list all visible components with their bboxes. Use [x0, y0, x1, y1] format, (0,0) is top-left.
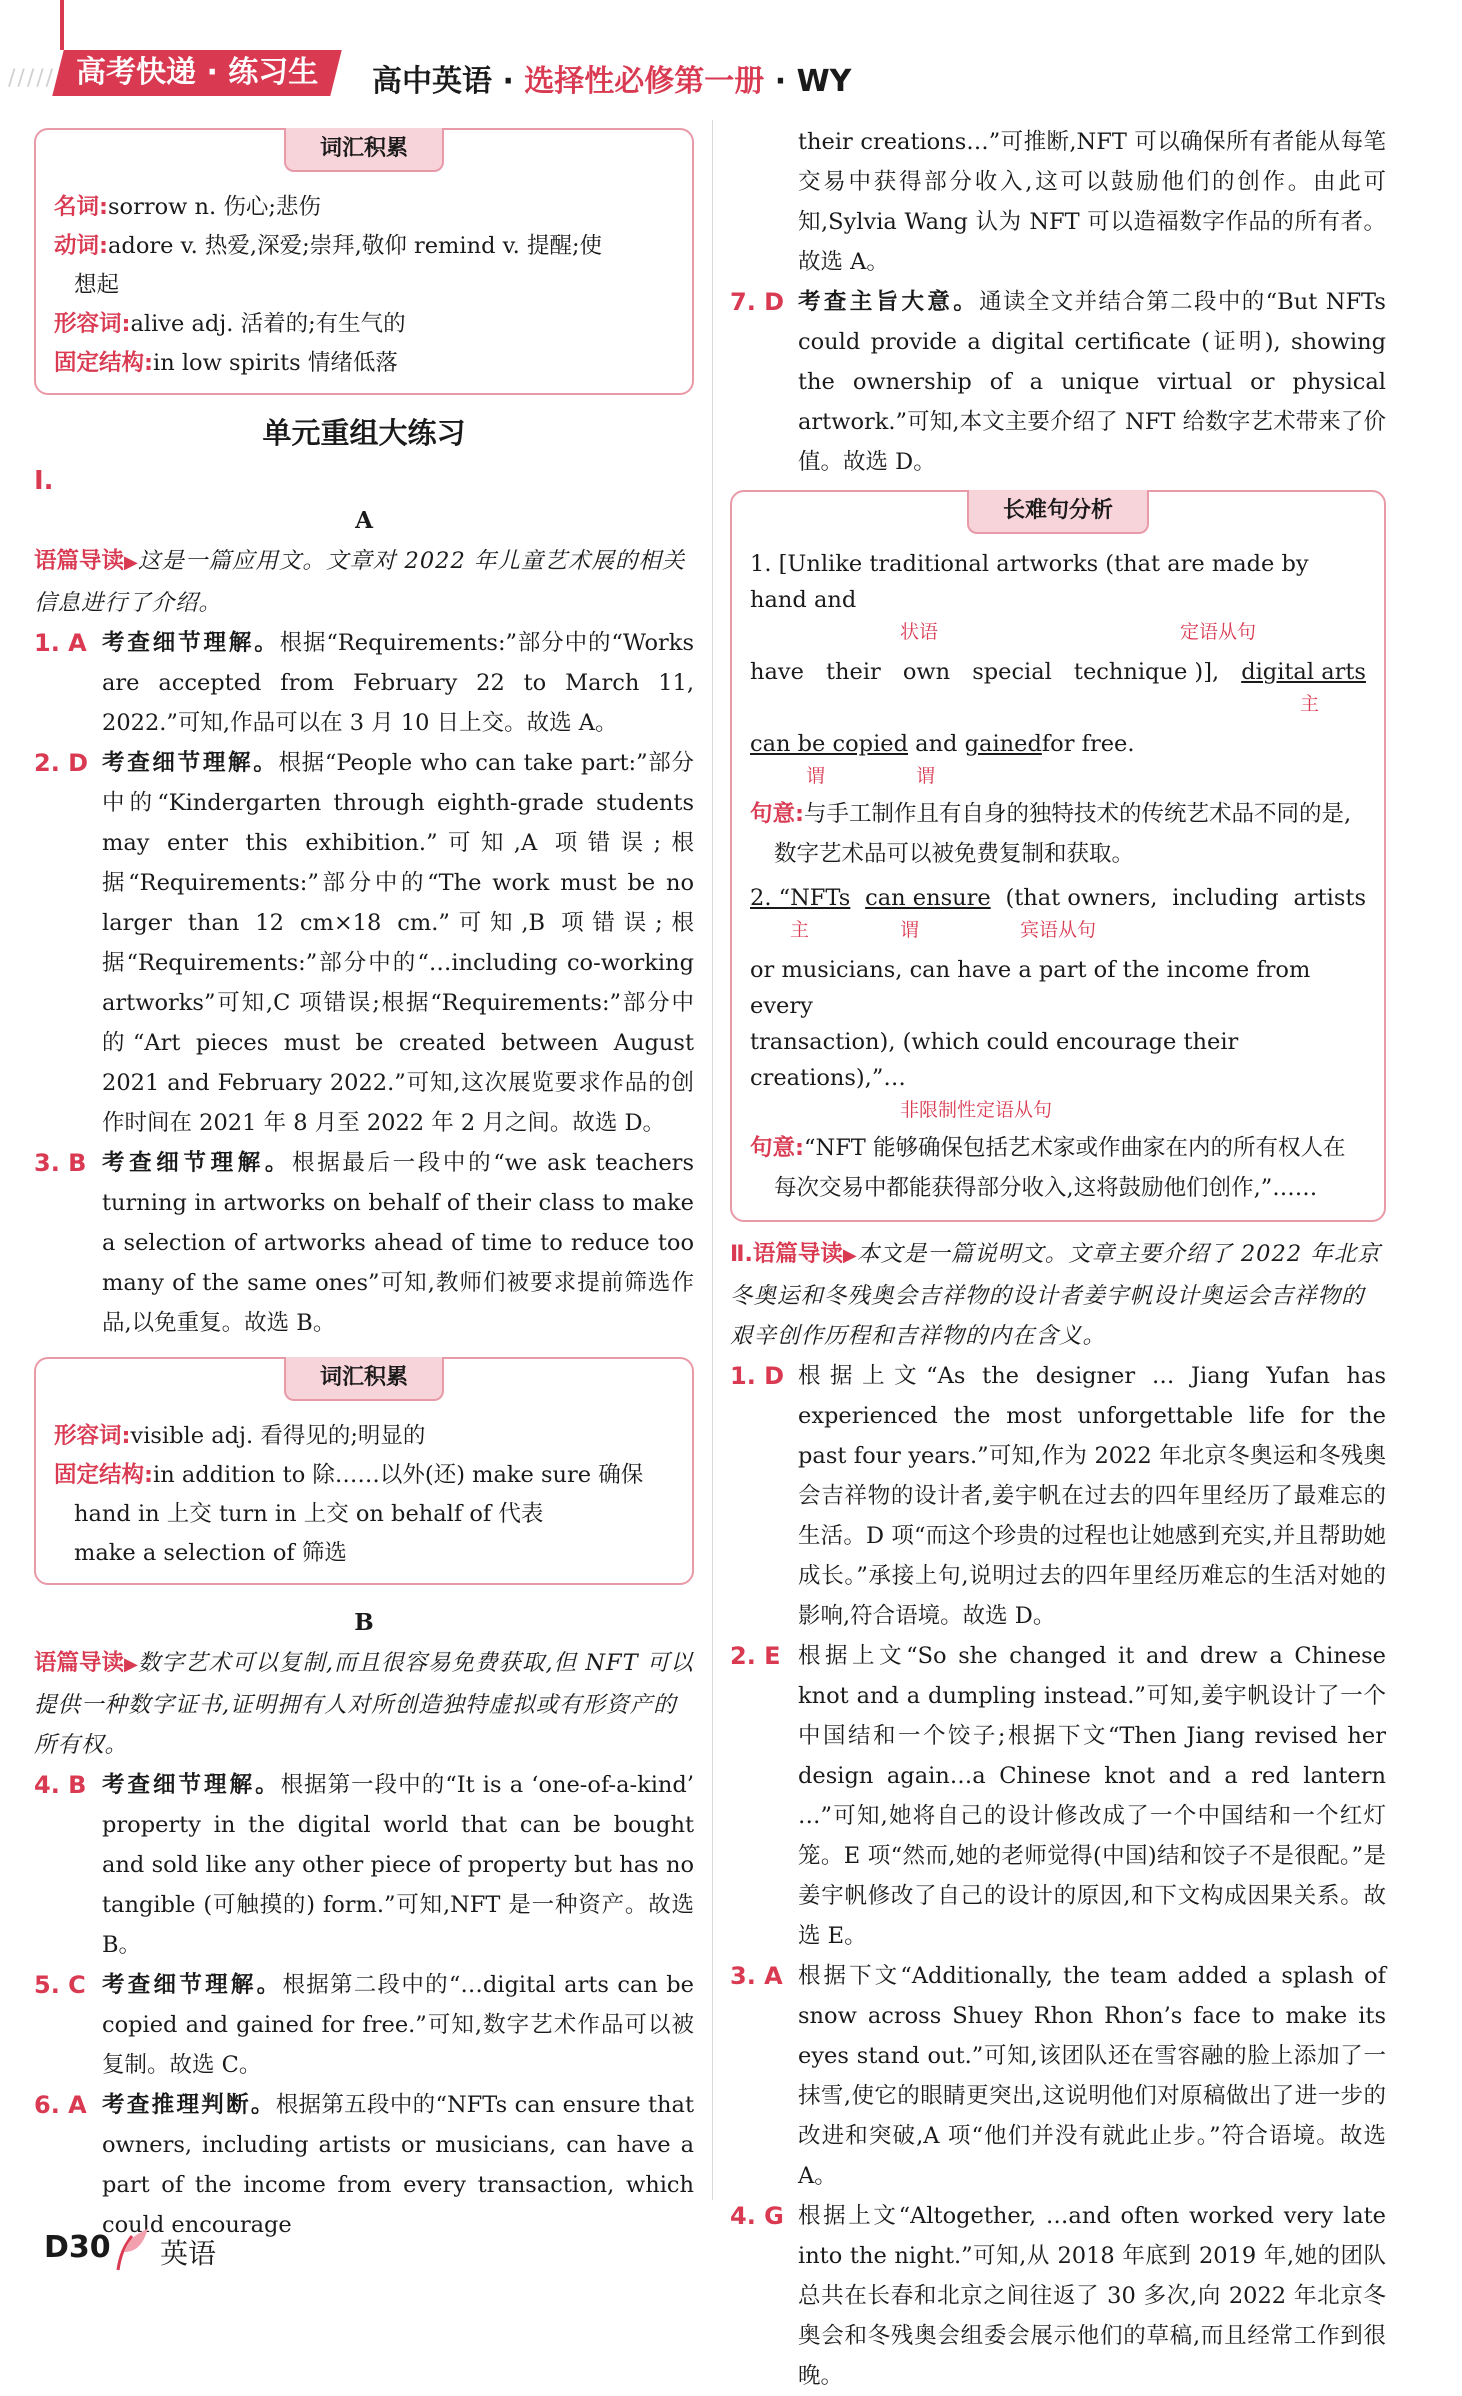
passage-guide	[730, 1234, 1386, 1356]
answer-kind: 考查细节理解。	[102, 1772, 281, 1798]
section-title: 单元重组大练习	[262, 416, 466, 450]
sentence-meaning: 句意:与手工制作且有自身的独特技术的传统艺术品不同的是,数字艺术品可以被免费复制和获取。	[750, 801, 1352, 867]
grammar-annotation-row: 主	[1300, 693, 1320, 715]
passage-letter: B	[354, 1609, 374, 1636]
leaf-icon	[110, 2226, 150, 2272]
answer-text: 根据“Requirements:”部分中的“Works are accepted from February 22 to March 11, 2022.”可知,作品可以在 3 月 10 日上交。故选 A。	[102, 630, 694, 736]
passage-guide	[34, 1643, 694, 1765]
answer-item	[34, 743, 694, 1143]
answer-text: 根据最后一段中的“we ask teachers turning in artworks on behalf of their class to make a selection of artworks ahead of time to reduce too many of the same ones”可知,教师们被要求提前筛选作品,以免重复。故选 B。	[102, 1150, 694, 1336]
answer-number: 6. A	[34, 2091, 87, 2119]
sentence-line: 1. [Unlike traditional artworks (that are made by hand and	[750, 551, 1309, 613]
answer-item	[34, 1765, 694, 1965]
header-stripes: /////	[8, 66, 56, 91]
answer-number: 5. C	[34, 1971, 86, 1999]
answer-kind: 考查主旨大意。	[798, 289, 980, 315]
sentence-line: have their own special technique )], digital arts	[750, 659, 1366, 685]
answer-kind: 考查推理判断。	[102, 2092, 276, 2118]
guide-text: 这是一篇应用文。文章对 2022 年儿童艺术展的相关信息进行了介绍。	[34, 548, 686, 616]
vocab-box-title: 词汇积累	[284, 1357, 444, 1401]
answer-kind: 考查细节理解。	[102, 1972, 283, 1998]
passage-letter: A	[355, 507, 373, 534]
answer-item	[34, 1965, 694, 2085]
answer-text: 根据第一段中的“It is a ‘one-of-a-kind’ property in the digital world that can be bought and sold like any other piece of property but has no tangible (可触摸的) form.”可知,NFT 是一种资产。故选 B。	[102, 1772, 694, 1958]
answer-item	[730, 1636, 1386, 1956]
brand-badge	[52, 50, 342, 96]
vocab-row: 形容词:alive adj. 活着的;有生气的	[54, 311, 406, 337]
answer-text: 根据“People who can take part:”部分中的“Kindergarten through eighth-grade students may enter this exhibition.”可知,A 项错误;根据“Requirements:”部分中的“The work must be no larger than 12 cm×18 cm.”可知,B 项错误;根据“Requirements:”部分中的“…including co-working artworks”可知,C 项错误;根据“Requirements:”部分中的“Art pieces must be created between August 2021 and February 2022.”可知,这次展览要求作品的创作时间在 2021 年 8 月至 2022 年 2 月之间。故选 D。	[102, 750, 694, 1136]
play-icon: ▶	[842, 1245, 857, 1266]
answer-item	[730, 1356, 1386, 1636]
guide-text: 数字艺术可以复制,而且很容易免费获取,但 NFT 可以提供一种数字证书,证明拥有人对所创造独特虚拟或有形资产的所有权。	[34, 1650, 694, 1758]
grammar-annotation-row: 状语 定语从句	[900, 621, 1257, 643]
answer-kind: 考查细节理解。	[102, 750, 279, 776]
vocab-row: 动词:adore v. 热爱,深爱;崇拜,敬仰 remind v. 提醒;使	[54, 233, 603, 259]
answer-text: 根据下文“Additionally, the team added a splash of snow across Shuey Rhon Rhon’s face to make its eyes stand out.”可知,该团队还在雪容融的脸上添加了一抹雪,使它的眼睛更突出,这说明他们对原稿做出了进一步的改进和突破,A 项“他们并没有就此止步。”符合语境。故选 A。	[798, 1963, 1386, 2189]
grammar-annotation-row: 非限制性定语从句	[900, 1099, 1053, 1121]
answer-item	[34, 623, 694, 743]
sentence-line: 2. “NFTs can ensure (that owners, including artists	[750, 885, 1366, 911]
answer-kind: 考查细节理解。	[102, 630, 280, 656]
answer-number: 1. D	[730, 1362, 785, 1390]
answer-item	[34, 1143, 694, 1343]
sentence-line: can be copied and gained for free.	[750, 731, 1135, 757]
answer-item	[730, 2196, 1386, 2396]
play-icon: ▶	[124, 552, 138, 573]
vocab-row: 名词:sorrow n. 伤心;悲伤	[54, 194, 321, 220]
sentence-analysis-box	[730, 490, 1386, 1222]
header-accent-line	[60, 0, 64, 50]
page-footer	[44, 2226, 444, 2276]
answer-item	[730, 282, 1386, 482]
answer-number: 2. D	[34, 749, 89, 777]
vocab-row: make a selection of 筛选	[74, 1540, 347, 1566]
vocab-row: hand in 上交 turn in 上交 on behalf of 代表	[74, 1501, 544, 1527]
left-column	[34, 128, 694, 2245]
vocab-box-title: 词汇积累	[284, 128, 444, 172]
brand-text: 高考快递 · 练习生	[76, 55, 319, 90]
sentence-box-title: 长难句分析	[967, 490, 1149, 534]
vocab-row: 形容词:visible adj. 看得见的;明显的	[54, 1423, 426, 1449]
answer-text: 根据上文“As the designer … Jiang Yufan has experienced the most unforgettable life for the past four years.”可知,作为 2022 年北京冬奥运和冬残奥会吉祥物的设计者,姜宇帆在过去的四年里经历了最难忘的生活。D 项“而这个珍贵的过程也让她感到充实,并且帮助她成长。”承接上句,说明过去的四年里经历难忘的生活对她的影响,符合语境。故选 D。	[798, 1363, 1386, 1629]
answer-text: 根据上文“So she changed it and drew a Chinese knot and a dumpling instead.”可知,姜宇帆设计了一个中国结和一个饺子;根据下文“Then Jiang revised her design again…a Chinese knot and a red lantern …”可知,她将自己的设计修改成了一个中国结和一个红灯笼。E 项“然而,她的老师觉得(中国)结和饺子不是很配。”是姜宇帆修改了自己的设计的原因,和下文构成因果关系。故选 E。	[798, 1643, 1386, 1949]
answer-number: 4. B	[34, 1771, 87, 1799]
vocab-row: 固定结构:in addition to 除……以外(还) make sure 确保	[54, 1462, 644, 1488]
answer-text: 根据第二段中的“…digital arts can be copied and gained for free.”可知,数字艺术作品可以被复制。故选 C。	[102, 1972, 694, 2078]
page-number: D30	[44, 2230, 111, 2265]
grammar-annotation-row: 主 谓 宾语从句	[790, 919, 1097, 941]
guide-label: 语篇导读	[34, 1650, 125, 1676]
answer-number: 3. A	[730, 1962, 783, 1990]
answer-number: 2. E	[730, 1642, 781, 1670]
footer-subject: 英语	[160, 2237, 217, 2270]
answer-text: 根据上文“Altogether, …and often worked very late into the night.”可知,从 2018 年底到 2019 年,她的团队总共在长春和北京之间往返了 30 多次,向 2022 年北京冬奥会和冬残奥会组委会展示他们的草稿,而且经常工作到很晚。	[798, 2203, 1386, 2389]
vocab-box-2	[34, 1357, 694, 1585]
answer-kind: 考查细节理解。	[102, 1150, 293, 1176]
part-numeral: Ⅰ.	[34, 466, 54, 496]
passage-guide	[34, 541, 694, 623]
right-column	[730, 122, 1386, 2396]
sentence-line: transaction), (which could encourage their creations),”…	[750, 1029, 1239, 1091]
answer-number: 7. D	[730, 288, 785, 316]
answer-item	[34, 2085, 694, 2245]
vocab-box-1	[34, 128, 694, 395]
answer-item	[730, 1956, 1386, 2196]
vocab-row: 固定结构:in low spirits 情绪低落	[54, 350, 398, 376]
sentence-line: or musicians, can have a part of the income from every	[750, 957, 1311, 1019]
page-header	[0, 40, 1462, 100]
guide-label: 语篇导读	[34, 548, 125, 574]
column-divider	[712, 120, 713, 2200]
answer-text: 根据第五段中的“NFTs can ensure that owners, including artists or musicians, can have a part of the income from every transaction, which could encourage	[102, 2092, 694, 2238]
grammar-annotation-row: 谓 谓	[806, 765, 936, 787]
part-numeral: Ⅱ.	[730, 1242, 753, 1267]
answer-number: 4. G	[730, 2202, 784, 2230]
play-icon: ▶	[124, 1654, 138, 1675]
vocab-row: 想起	[74, 272, 120, 298]
answer-text: 通读全文并结合第二段中的“But NFTs could provide a digital certificate (证明), showing the ownership of a unique virtual or physical artwork.”可知,本文主要介绍了 NFT 给数字艺术带来了价值。故选 D。	[798, 289, 1386, 475]
guide-label: 语篇导读	[752, 1241, 843, 1267]
book-subject: 高中英语 · 选择性必修第一册 · WY	[372, 64, 852, 99]
answer-number: 1. A	[34, 629, 87, 657]
sentence-meaning: 句意:“NFT 能够确保包括艺术家或作曲家在内的所有权人在每次交易中都能获得部分收入,这将鼓励他们创作,”……	[750, 1135, 1346, 1201]
answer-number: 3. B	[34, 1149, 87, 1177]
guide-text: 本文是一篇说明文。文章主要介绍了 2022 年北京冬奥运和冬残奥会吉祥物的设计者姜宇帆设计奥运会吉祥物的艰辛创作历程和吉祥物的内在含义。	[730, 1241, 1381, 1349]
answer-continuation: their creations…”可推断,NFT 可以确保所有者能从每笔交易中获得部分收入,这可以鼓励他们的创作。由此可知,Sylvia Wang 认为 NFT 可以造福数字作品的所有者。故选 A。	[798, 129, 1386, 275]
